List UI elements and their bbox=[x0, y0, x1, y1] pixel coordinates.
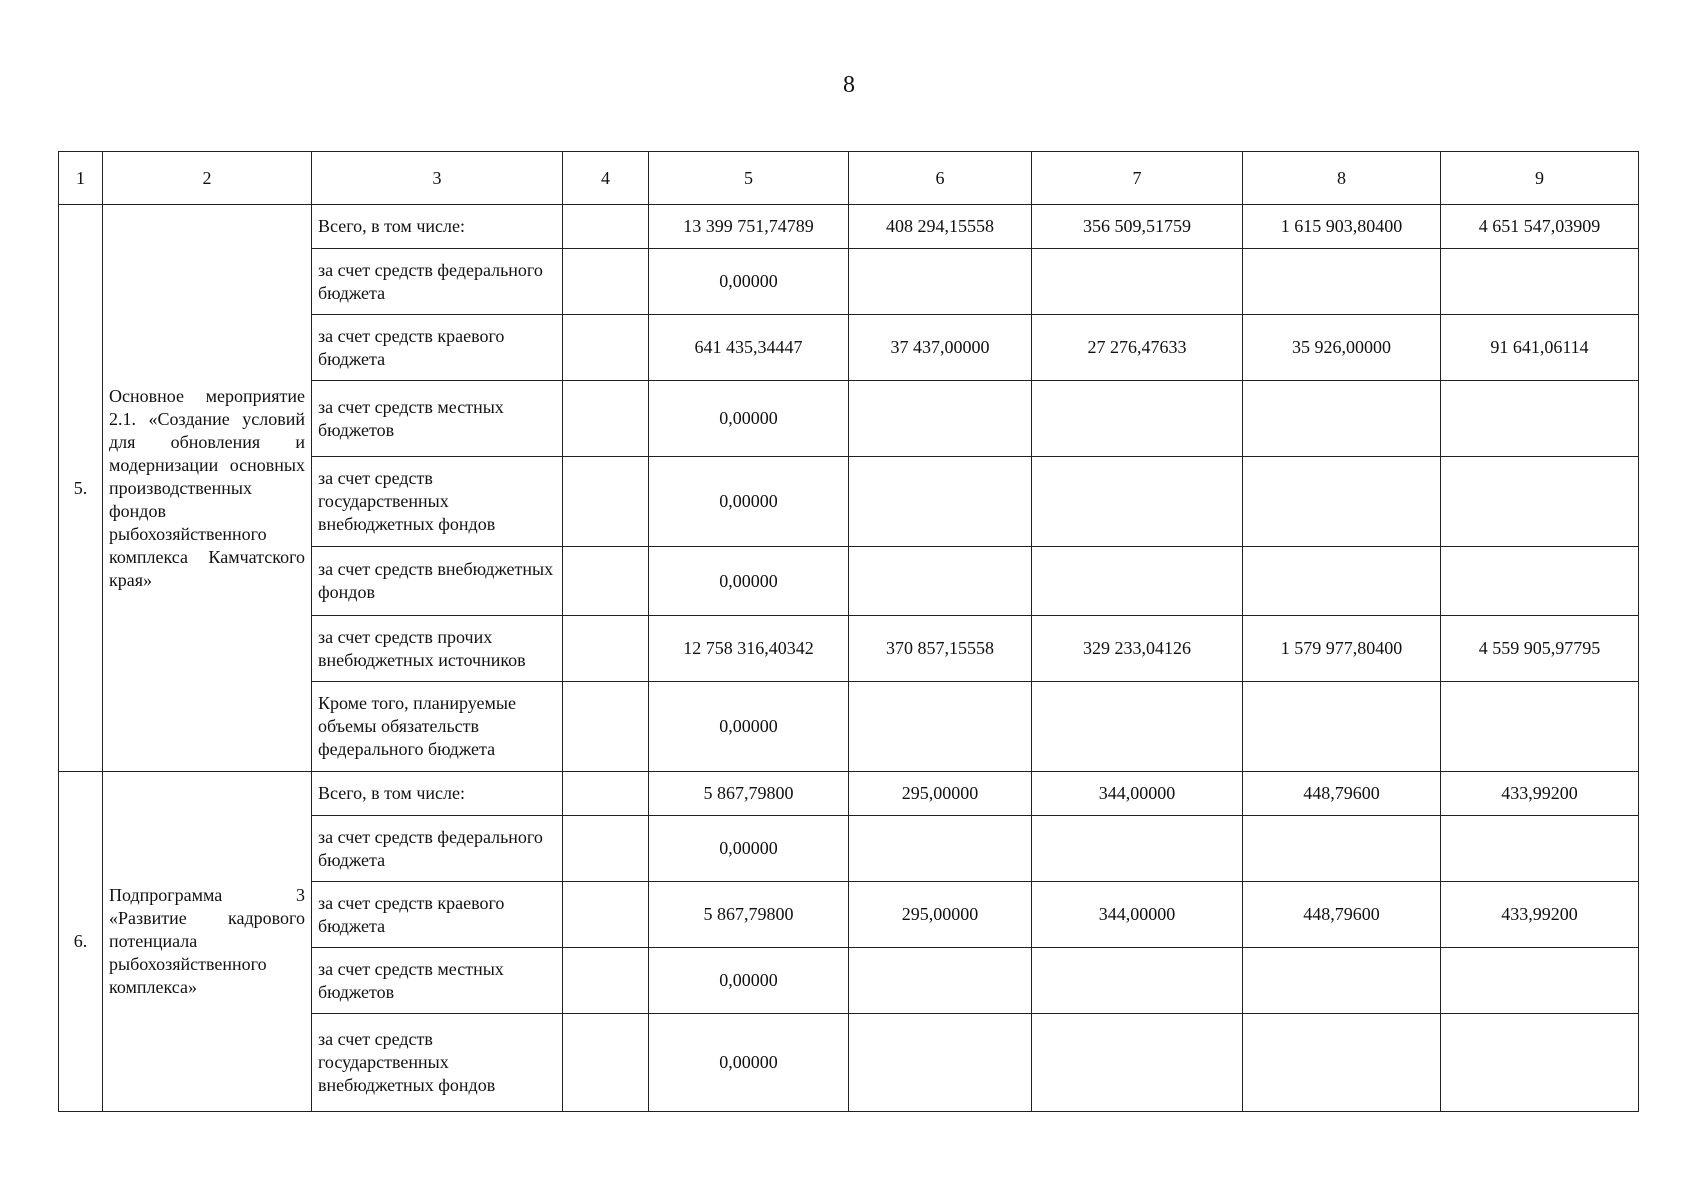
table-cell bbox=[1032, 948, 1243, 1014]
table-cell bbox=[849, 682, 1032, 772]
table-cell bbox=[849, 249, 1032, 315]
table-cell: 344,00000 bbox=[1032, 772, 1243, 816]
budget-table bbox=[58, 151, 1639, 1112]
page-number: 8 bbox=[843, 72, 855, 98]
funding-source-label: за счет средств внебюджетных фондов bbox=[312, 547, 563, 616]
table-cell: 295,00000 bbox=[849, 772, 1032, 816]
table-cell: 5 867,79800 bbox=[649, 882, 849, 948]
column-header: 9 bbox=[1441, 152, 1639, 205]
funding-source-label: Кроме того, планируемые объемы обязательств федерального бюджета bbox=[312, 682, 563, 772]
funding-source-label: за счет средств федерального бюджета bbox=[312, 249, 563, 315]
row-number: 5. bbox=[59, 205, 103, 772]
table-cell bbox=[563, 772, 649, 816]
table-cell bbox=[1243, 1014, 1441, 1112]
table-cell: 35 926,00000 bbox=[1243, 315, 1441, 381]
table-cell: 4 559 905,97795 bbox=[1441, 616, 1639, 682]
table-cell: 0,00000 bbox=[649, 948, 849, 1014]
table-cell: 37 437,00000 bbox=[849, 315, 1032, 381]
table-cell bbox=[849, 381, 1032, 457]
funding-source-label: за счет средств прочих внебюджетных источников bbox=[312, 616, 563, 682]
table-cell bbox=[563, 457, 649, 547]
table-cell bbox=[849, 1014, 1032, 1112]
column-header: 5 bbox=[649, 152, 849, 205]
table-cell: 641 435,34447 bbox=[649, 315, 849, 381]
row-number: 6. bbox=[59, 772, 103, 1112]
table-cell bbox=[1441, 381, 1639, 457]
table-cell bbox=[563, 816, 649, 882]
table-cell: 27 276,47633 bbox=[1032, 315, 1243, 381]
table-cell bbox=[1243, 948, 1441, 1014]
table-cell bbox=[849, 457, 1032, 547]
table-cell bbox=[563, 315, 649, 381]
table-cell: 370 857,15558 bbox=[849, 616, 1032, 682]
table-cell: 0,00000 bbox=[649, 457, 849, 547]
table-cell: 1 615 903,80400 bbox=[1243, 205, 1441, 249]
table-cell bbox=[1441, 1014, 1639, 1112]
table-cell bbox=[1441, 249, 1639, 315]
table-cell: 0,00000 bbox=[649, 381, 849, 457]
table-cell bbox=[563, 682, 649, 772]
table-cell bbox=[1243, 381, 1441, 457]
table-cell: 1 579 977,80400 bbox=[1243, 616, 1441, 682]
table-cell bbox=[1032, 547, 1243, 616]
table-cell: 0,00000 bbox=[649, 816, 849, 882]
table-cell: 91 641,06114 bbox=[1441, 315, 1639, 381]
table-cell bbox=[1441, 816, 1639, 882]
table-cell: 0,00000 bbox=[649, 1014, 849, 1112]
table-cell: 344,00000 bbox=[1032, 882, 1243, 948]
table-cell: 295,00000 bbox=[849, 882, 1032, 948]
table-cell bbox=[1032, 249, 1243, 315]
funding-source-label: за счет средств краевого бюджета bbox=[312, 315, 563, 381]
table-cell bbox=[1243, 682, 1441, 772]
table-cell: 408 294,15558 bbox=[849, 205, 1032, 249]
table-cell: 433,99200 bbox=[1441, 882, 1639, 948]
table-cell bbox=[1441, 457, 1639, 547]
table-cell bbox=[563, 948, 649, 1014]
table-cell bbox=[1441, 682, 1639, 772]
program-title: Основное мероприятие 2.1. «Создание условий для обновления и модернизации основных производственных фондов рыбохозяйственного комплекса Камчатского края» bbox=[103, 205, 312, 772]
funding-source-label: за счет средств местных бюджетов bbox=[312, 381, 563, 457]
table-cell: 433,99200 bbox=[1441, 772, 1639, 816]
table-cell bbox=[563, 249, 649, 315]
column-header: 6 bbox=[849, 152, 1032, 205]
table-cell bbox=[563, 547, 649, 616]
column-header: 3 bbox=[312, 152, 563, 205]
table-cell bbox=[1243, 249, 1441, 315]
table-cell bbox=[563, 882, 649, 948]
table-cell bbox=[1441, 547, 1639, 616]
table-cell: 329 233,04126 bbox=[1032, 616, 1243, 682]
funding-source-label: Всего, в том числе: bbox=[312, 205, 563, 249]
table-cell: 0,00000 bbox=[649, 682, 849, 772]
table-cell bbox=[1243, 457, 1441, 547]
funding-source-label: за счет средств государственных внебюджетных фондов bbox=[312, 1014, 563, 1112]
table-cell bbox=[1243, 547, 1441, 616]
table-cell: 4 651 547,03909 bbox=[1441, 205, 1639, 249]
table-cell bbox=[849, 948, 1032, 1014]
table-cell bbox=[849, 547, 1032, 616]
table-cell bbox=[1032, 381, 1243, 457]
table-cell bbox=[563, 381, 649, 457]
table-cell bbox=[563, 205, 649, 249]
table-cell bbox=[849, 816, 1032, 882]
table-cell: 12 758 316,40342 bbox=[649, 616, 849, 682]
table-row bbox=[59, 205, 1639, 249]
funding-source-label: Всего, в том числе: bbox=[312, 772, 563, 816]
header-row bbox=[59, 152, 1639, 205]
table-cell bbox=[563, 616, 649, 682]
table-cell: 13 399 751,74789 bbox=[649, 205, 849, 249]
column-header: 2 bbox=[103, 152, 312, 205]
table-cell bbox=[1032, 816, 1243, 882]
table-cell: 0,00000 bbox=[649, 249, 849, 315]
program-title: Подпрограмма 3 «Развитие кадрового потенциала рыбохозяйственного комплекса» bbox=[103, 772, 312, 1112]
column-header: 7 bbox=[1032, 152, 1243, 205]
table-cell bbox=[1243, 816, 1441, 882]
column-header: 8 bbox=[1243, 152, 1441, 205]
column-header: 1 bbox=[59, 152, 103, 205]
table-cell bbox=[1032, 682, 1243, 772]
table-cell bbox=[1032, 457, 1243, 547]
table-cell bbox=[1032, 1014, 1243, 1112]
table-cell: 5 867,79800 bbox=[649, 772, 849, 816]
table-cell: 448,79600 bbox=[1243, 882, 1441, 948]
funding-source-label: за счет средств краевого бюджета bbox=[312, 882, 563, 948]
table-cell: 448,79600 bbox=[1243, 772, 1441, 816]
table-cell: 356 509,51759 bbox=[1032, 205, 1243, 249]
table-row bbox=[59, 772, 1639, 816]
table-cell: 0,00000 bbox=[649, 547, 849, 616]
table-cell bbox=[563, 1014, 649, 1112]
funding-source-label: за счет средств федерального бюджета bbox=[312, 816, 563, 882]
funding-source-label: за счет средств местных бюджетов bbox=[312, 948, 563, 1014]
table-cell bbox=[1441, 948, 1639, 1014]
funding-source-label: за счет средств государственных внебюджетных фондов bbox=[312, 457, 563, 547]
column-header: 4 bbox=[563, 152, 649, 205]
